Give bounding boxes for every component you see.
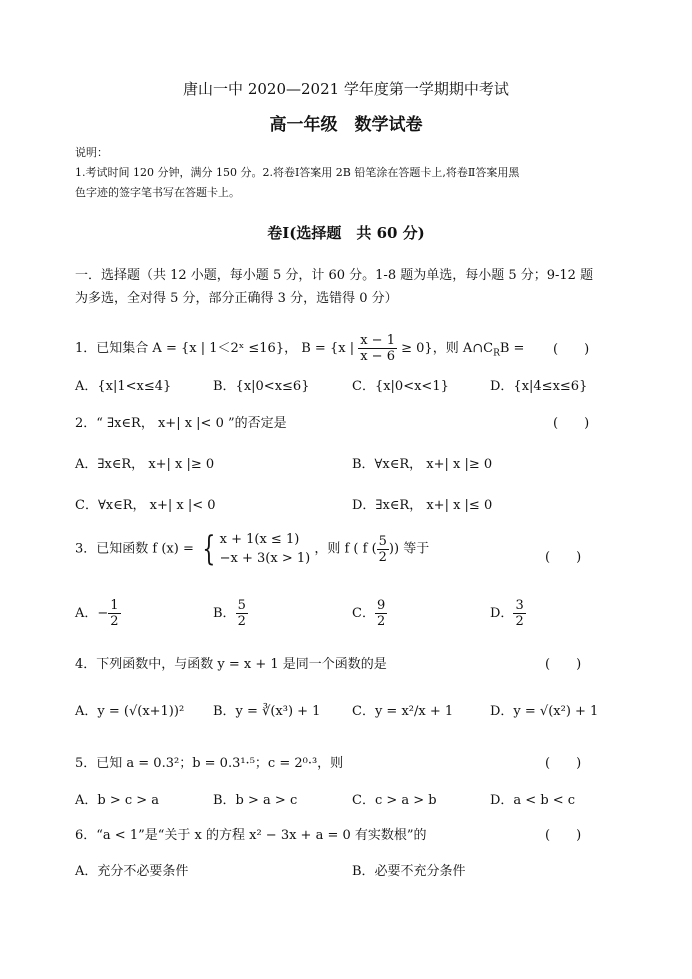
piecewise-cases: x + 1(x ≤ 1) −x + 3(x > 1)	[219, 532, 311, 566]
q3-option-c: C． $\frac{9}{2}$	[352, 598, 386, 629]
q5-option-c: C．c > a > b	[352, 793, 437, 808]
answer-paren-1: ( )	[553, 342, 590, 357]
answer-paren-3: ( )	[545, 550, 582, 565]
answer-paren-4: ( )	[545, 657, 582, 672]
section-title: 卷Ⅰ(选择题 共 60 分)	[267, 224, 425, 242]
q5-option-d: D．a < b < c	[490, 793, 576, 808]
question-4-stem: 4．下列函数中，与函数 y = x + 1 是同一个函数的是	[75, 657, 387, 672]
fraction: $\frac{5}{2}$	[378, 533, 387, 565]
question-2-stem: 2．“ ∃x∈R， x+| x |< 0 ”的否定是	[75, 416, 287, 431]
q3-option-b: B． $\frac{5}{2}$	[213, 598, 246, 629]
answer-paren-6: ( )	[545, 828, 582, 843]
fraction: $\frac{x - 1}{x - 6}$	[360, 333, 395, 364]
q4-option-d: D．y = √(x²) + 1	[490, 704, 599, 719]
q2-option-d: D．∃x∈R， x+| x |≤ 0	[352, 498, 493, 513]
exam-subtitle: 高一年级 数学试卷	[269, 115, 423, 135]
instructions-line-1: 1.考试时间 120 分钟，满分 150 分。2.将卷Ⅰ答案用 2B 铅笔涂在答题卡上,将卷Ⅱ答案用黑	[75, 166, 520, 179]
answer-paren-5: ( )	[545, 756, 582, 771]
instructions-line-2: 色字迹的签字笔书写在答题卡上。	[75, 186, 240, 199]
q4-option-b: B．y = ∛(x³) + 1	[213, 704, 321, 719]
question-6-stem: 6．“a < 1”是“关于 x 的方程 x² − 3x + a = 0 有实数根”的	[75, 828, 427, 843]
q2-option-a: A．∃x∈R， x+| x |≥ 0	[75, 457, 215, 472]
answer-paren-2: ( )	[553, 416, 590, 431]
q5-option-b: B．b > a > c	[213, 793, 298, 808]
q3-option-d: D． $\frac{3}{2}$	[490, 598, 524, 629]
section-desc-2: 为多选，全对得 5 分，部分正确得 3 分，选错得 0 分）	[75, 291, 398, 306]
question-5-stem: 5．已知 a = 0.3²；b = 0.3¹·⁵；c = 2⁰·³，则	[75, 756, 344, 771]
q1-option-b: B．{x|0<x≤6}	[213, 379, 310, 394]
exam-title: 唐山一中 2020—2021 学年度第一学期期中考试	[183, 80, 509, 98]
q6-option-b: B．必要不充分条件	[352, 864, 466, 879]
q6-option-a: A．充分不必要条件	[75, 864, 189, 879]
q2-option-c: C．∀x∈R， x+| x |< 0	[75, 498, 216, 513]
q3-option-a: A．− $\frac{1}{2}$	[75, 598, 119, 629]
instructions-label: 说明：	[75, 146, 108, 159]
q2-option-b: B．∀x∈R， x+| x |≥ 0	[352, 457, 493, 472]
section-desc-1: 一．选择题（共 12 小题，每小题 5 分，计 60 分。1-8 题为单选，每小题 5 分；9-12 题	[75, 268, 594, 283]
q4-option-a: A．y = (√(x+1))²	[75, 704, 185, 719]
q1-option-a: A．{x|1<x≤4}	[75, 379, 172, 394]
q5-option-a: A．b > c > a	[75, 793, 160, 808]
q4-option-c: C．y = x²/x + 1	[352, 704, 454, 719]
question-1-stem: 1．已知集合 A = {x | 1＜2ˣ ≤16}， B = {x | $\frac{x - 1}{x - 6}$ ≥ 0}，则 $A\cap C_RB$ =	[75, 333, 525, 364]
q1-option-c: C．{x|0<x<1}	[352, 379, 449, 394]
question-3-stem: 3．已知函数 f (x) = { x + 1(x ≤ 1) −x + 3(x > 1) ，则 f ( f ( $\frac{5}{2}$ )) 等于	[75, 529, 430, 569]
q1-option-d: D．{x|4≤x≤6}	[490, 379, 588, 394]
